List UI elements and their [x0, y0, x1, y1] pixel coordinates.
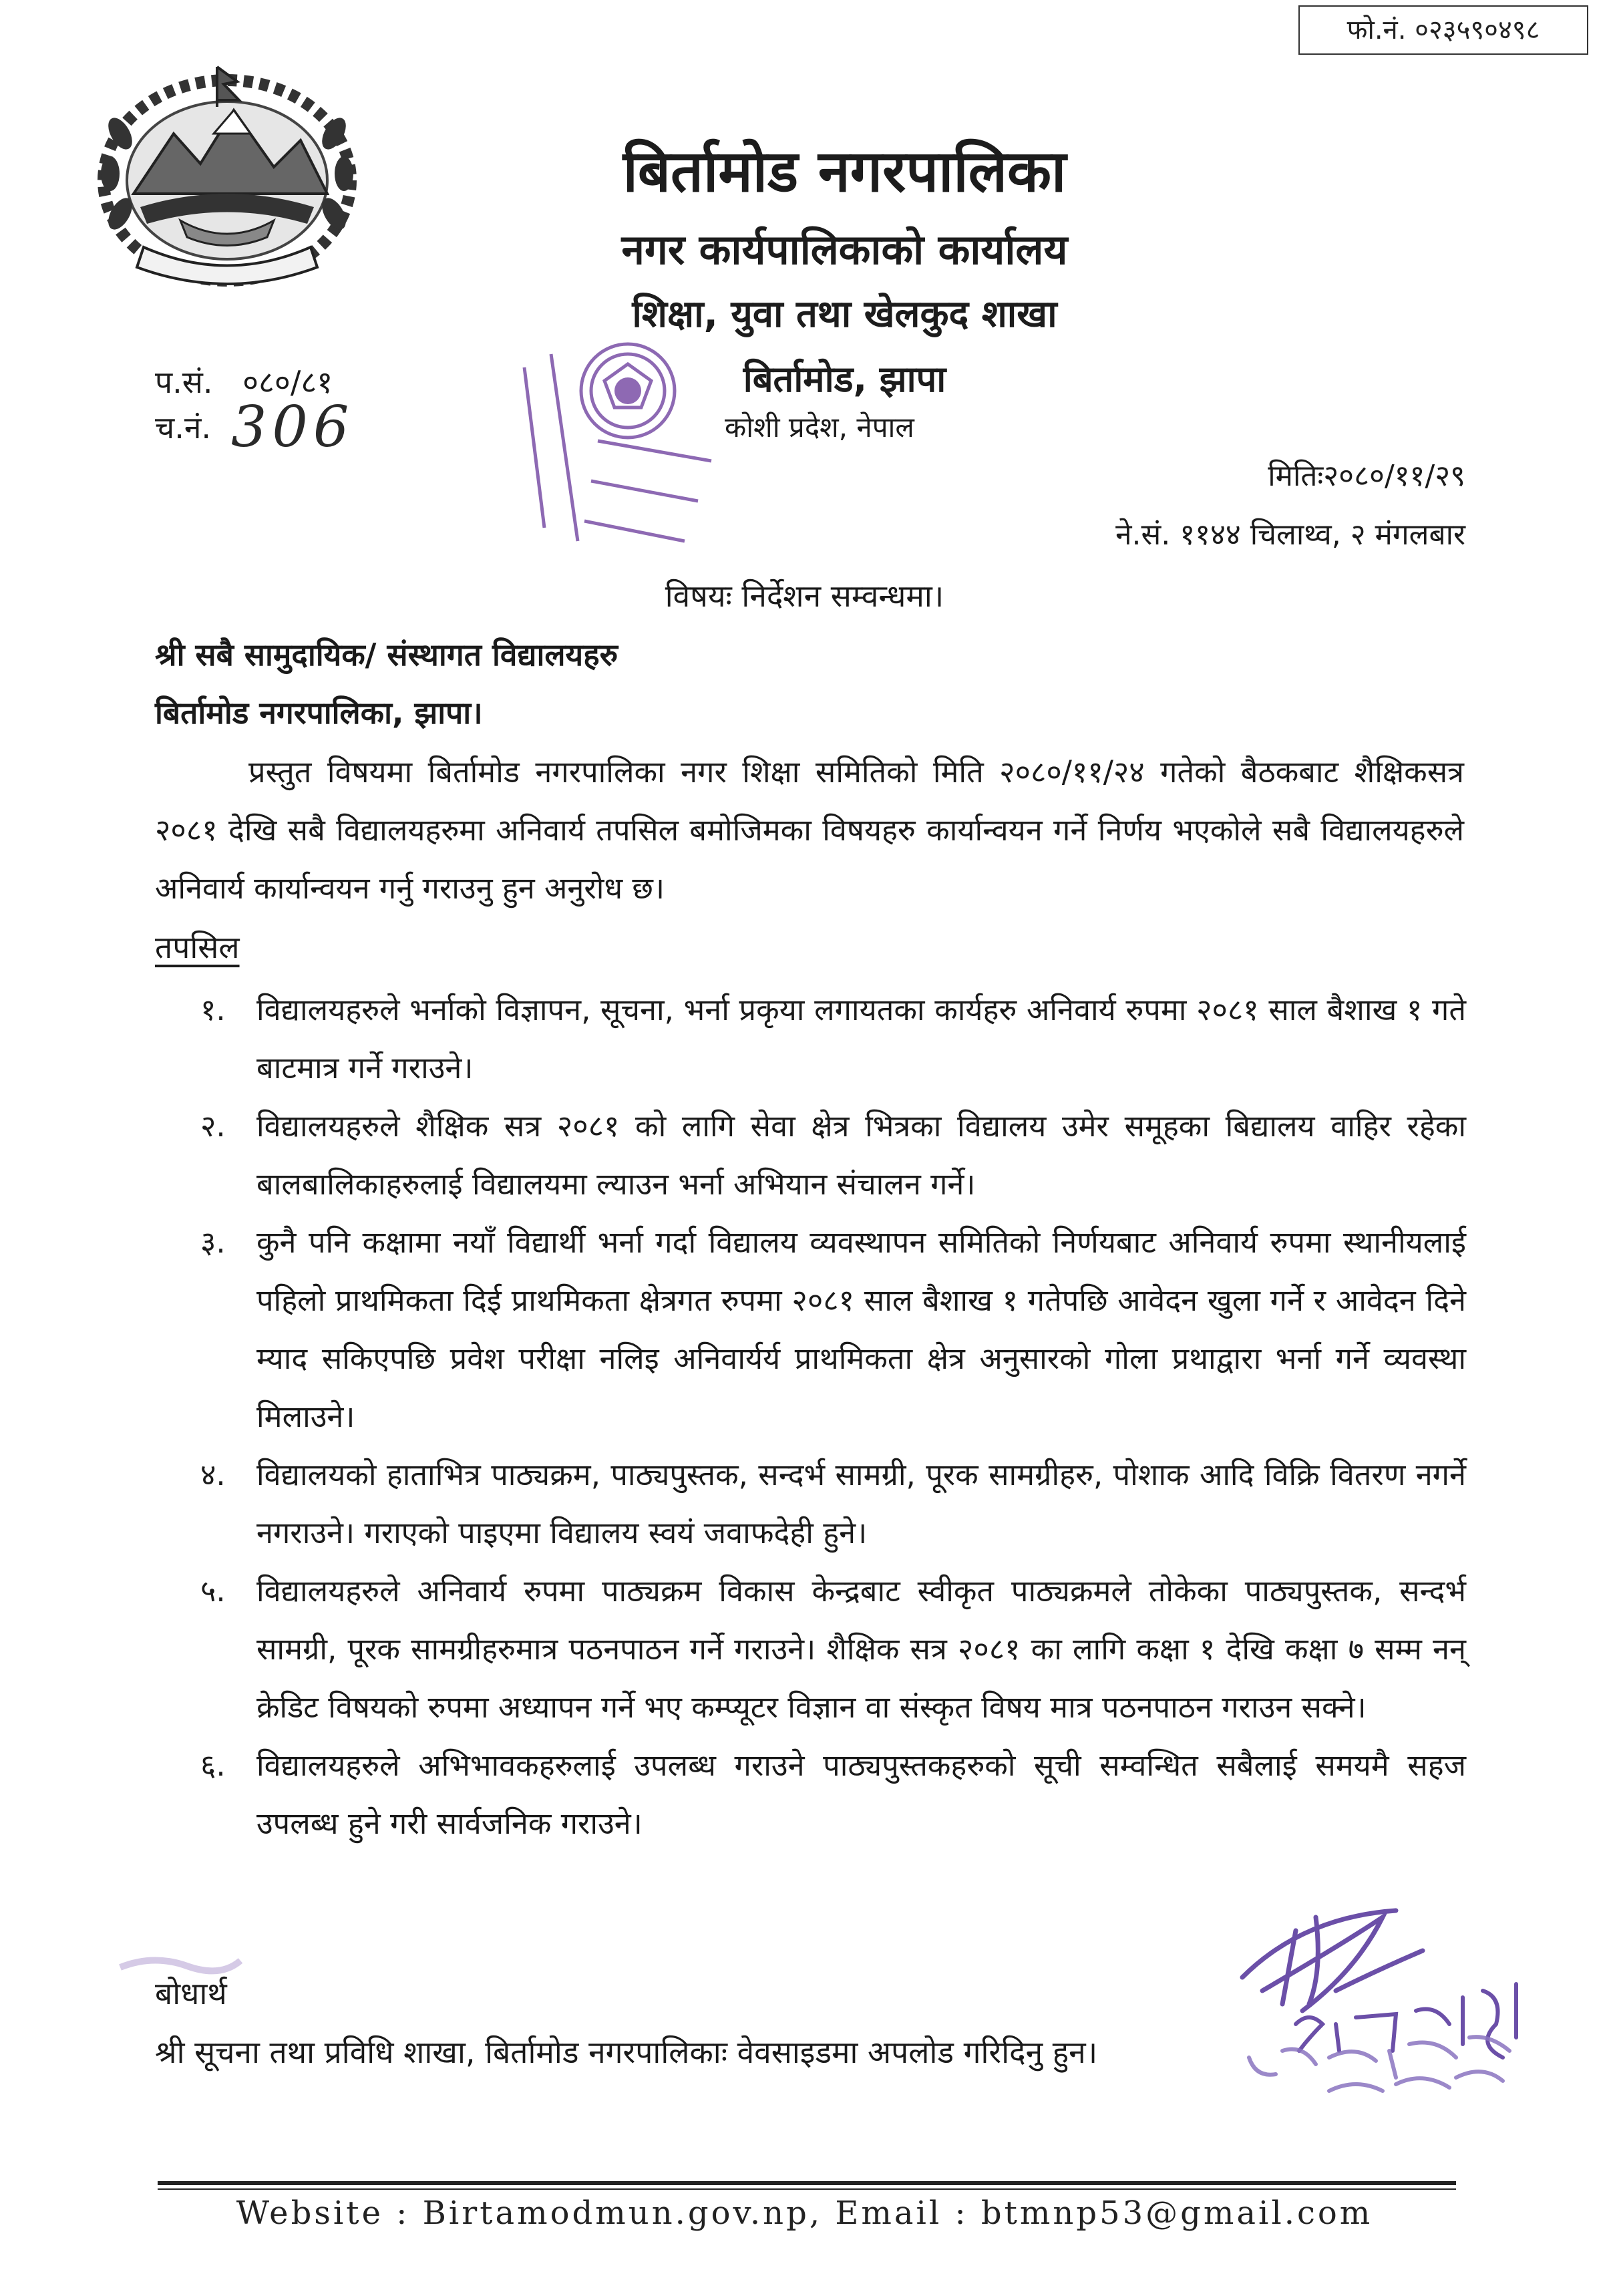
phone-number-box: फो.नं. ०२३५९०४९८	[1298, 5, 1588, 55]
list-item	[200, 981, 1466, 1097]
list-item	[200, 1562, 1466, 1736]
item-number: १.	[200, 992, 226, 1027]
tapasil-heading: तपसिल	[155, 929, 240, 965]
footer-divider	[158, 2181, 1456, 2185]
item-number: ३.	[200, 1224, 226, 1260]
handwritten-signature-icon	[1222, 1891, 1570, 2111]
item-text: विद्यालयको हाताभित्र पाठ्यक्रम, पाठ्यपुस्तक, सन्दर्भ सामग्री, पूरक सामग्रीहरु, पोशाक आदि विक्रि वितरण नगर्ने नगराउने। गराएको पाइएमा विद्यालय स्वयं जवाफदेही हुने।	[256, 1457, 1466, 1550]
letter-date: मितिः२०८०/११/२९	[1268, 459, 1465, 493]
addressee-line-2: बिर्तामोड नगरपालिका, झापा।	[155, 695, 483, 731]
office-location: बिर्तामोड, झापा	[743, 358, 946, 400]
pasa-value: ०८०/८१	[242, 364, 333, 400]
reference-chana	[155, 394, 354, 460]
office-seal-stamp-icon	[498, 327, 751, 568]
item-text: कुनै पनि कक्षामा नयाँ विद्यार्थी भर्ना गर्दा विद्यालय व्यवस्थापन समितिको निर्णयबाट अनिवार्य रुपमा स्थानीयलाई पहिलो प्राथमिकता दिई प्राथमिकता क्षेत्रगत रुपमा २०८१ साल बैशाख १ गतेपछि आवेदन खुला गर्ने र आवेदन दिने म्याद सकिएपछि प्रवेश परीक्षा नलिइ अनिवार्यर्य प्राथमिकता क्षेत्र अनुसारको गोला प्रथाद्वारा भर्ना गर्ने व्यवस्था मिलाउने।	[256, 1224, 1466, 1434]
item-number: २.	[200, 1108, 226, 1144]
chana-value: 306	[230, 394, 355, 460]
list-item	[200, 1097, 1466, 1213]
list-item	[200, 1213, 1466, 1446]
list-item	[200, 1736, 1466, 1852]
section-name: शिक्षा, युवा तथा खेलकुद शाखा	[632, 293, 1057, 336]
body-paragraph: प्रस्तुत विषयमा बिर्तामोड नगरपालिका नगर शिक्षा समितिको मिति २०८०/११/२४ गतेको बैठकबाट शैक्षिकसत्र २०८१ देखि सबै विद्यालयहरुमा अनिवार्य तपसिल बमोजिमका विषयहरु कार्यान्वयन गर्ने निर्णय भएकोले सबै विद्यालयहरुले अनिवार्य कार्यान्वयन गर्नु गराउनु हुन अनुरोध छ।	[155, 754, 1464, 906]
subject-line: विषयः निर्देशन सम्वन्धमा।	[665, 578, 944, 614]
item-number: ६.	[200, 1748, 226, 1783]
org-name: बिर्तामोड नगरपालिका	[622, 138, 1067, 205]
item-text: विद्यालयहरुले भर्नाको विज्ञापन, सूचना, भर्ना प्रकृया लगायतका कार्यहरु अनिवार्य रुपमा २०८१ साल बैशाख १ गते बाटमात्र गर्ने गराउने।	[256, 992, 1466, 1086]
tapasil-list	[200, 981, 1466, 1852]
item-text: विद्यालयहरुले अभिभावकहरुलाई उपलब्ध गराउने पाठ्यपुस्तकहरुको सूची सम्वन्धित सबैलाई समयमै सहज उपलब्ध हुने गरी सार्वजनिक गराउने।	[256, 1748, 1466, 1841]
bodartha-text: श्री सूचना तथा प्रविधि शाखा, बिर्तामोड नगरपालिकाः वेवसाइडमा अपलोड गरिदिनु हुन।	[155, 2034, 1098, 2070]
footer-divider-thin	[158, 2188, 1456, 2190]
nepal-sambat-date: ने.सं. ११४४ चिलाथ्व, २ मंगलबार	[1115, 518, 1465, 552]
chana-label: च.नं.	[155, 409, 211, 446]
bodartha-label: बोधार्थ	[155, 1975, 227, 2011]
item-number: ४.	[200, 1457, 226, 1492]
item-text: विद्यालयहरुले शैक्षिक सत्र २०८१ को लागि सेवा क्षेत्र भित्रका विद्यालय उमेर समूहका बिद्यालय वाहिर रहेका बालबालिकाहरुलाई विद्यालयमा ल्याउन भर्ना अभियान संचालन गर्ने।	[256, 1108, 1466, 1202]
pasa-label: प.सं.	[155, 364, 213, 400]
province: कोशी प्रदेश, नेपाल	[725, 411, 914, 444]
item-text: विद्यालयहरुले अनिवार्य रुपमा पाठ्यक्रम विकास केन्द्रबाट स्वीकृत पाठ्यक्रमले तोकेका पाठ्यपुस्तक, सन्दर्भ सामग्री, पूरक सामग्रीहरुमात्र पठनपाठन गर्ने गराउने। शैक्षिक सत्र २०८१ का लागि कक्षा १ देखि कक्षा ७ सम्म नन् क्रेडिट विषयको रुपमा अध्यापन गर्ने भए कम्प्यूटर विज्ञान वा संस्कृत विषय मात्र पठनपाठन गराउन सक्ने।	[256, 1573, 1466, 1725]
office-name: नगर कार्यपालिकाको कार्यालय	[621, 225, 1068, 274]
item-number: ५.	[200, 1573, 226, 1609]
addressee-line-1: श्री सबै सामुदायिक/ संस्थागत विद्यालयहरु	[155, 637, 618, 673]
footer-contact: Website : Birtamodmun.gov.np, Email : btmnp53@gmail.com	[236, 2194, 1373, 2232]
list-item	[200, 1446, 1466, 1562]
